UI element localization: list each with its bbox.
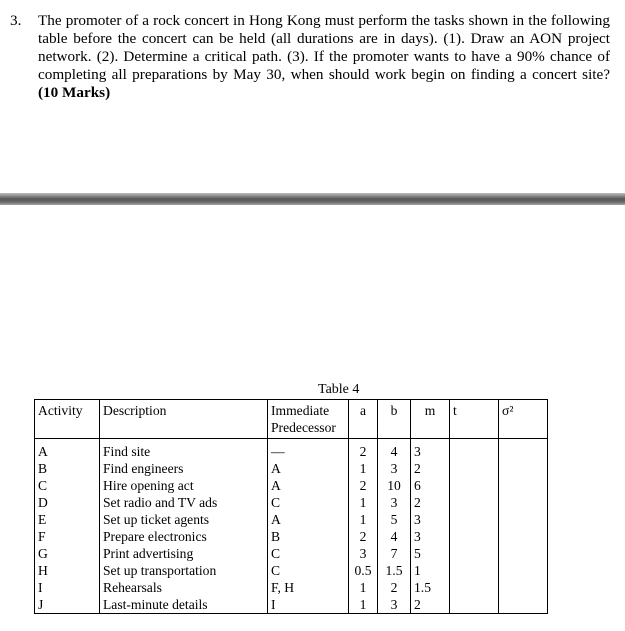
cell-m: 5 <box>411 545 450 562</box>
cell-m: 2 <box>411 494 450 511</box>
cell-predecessor: — <box>268 439 349 461</box>
cell-description: Rehearsals <box>100 579 268 596</box>
table-row <box>35 460 548 477</box>
cell-a: 1 <box>349 460 378 477</box>
cell-description: Find site <box>100 439 268 461</box>
cell-variance <box>499 545 548 562</box>
cell-t <box>450 579 499 596</box>
cell-b: 3 <box>378 596 411 614</box>
cell-predecessor: B <box>268 528 349 545</box>
cell-activity: G <box>35 545 100 562</box>
cell-predecessor: C <box>268 562 349 579</box>
question-marks: (10 Marks) <box>38 84 111 101</box>
question-block <box>10 12 610 102</box>
table-row <box>35 579 548 596</box>
cell-a: 1 <box>349 596 378 614</box>
header-predecessor: Immediate Predecessor <box>268 400 349 439</box>
cell-predecessor: A <box>268 460 349 477</box>
cell-variance <box>499 511 548 528</box>
cell-t <box>450 439 499 461</box>
cell-description: Find engineers <box>100 460 268 477</box>
cell-a: 2 <box>349 528 378 545</box>
table-header-row <box>35 400 548 439</box>
cell-b: 4 <box>378 528 411 545</box>
cell-variance <box>499 562 548 579</box>
cell-activity: B <box>35 460 100 477</box>
cell-a: 0.5 <box>349 562 378 579</box>
cell-activity: D <box>35 494 100 511</box>
question-number: 3. <box>10 12 22 29</box>
cell-a: 2 <box>349 439 378 461</box>
cell-t <box>450 460 499 477</box>
table-body <box>35 439 548 614</box>
cell-t <box>450 596 499 614</box>
page-divider <box>0 193 625 205</box>
header-a: a <box>349 400 378 439</box>
table-row <box>35 528 548 545</box>
cell-t <box>450 511 499 528</box>
activity-table <box>34 399 548 614</box>
cell-variance <box>499 579 548 596</box>
cell-predecessor: A <box>268 511 349 528</box>
cell-description: Set radio and TV ads <box>100 494 268 511</box>
table-row <box>35 494 548 511</box>
question-text <box>38 12 610 102</box>
header-m: m <box>411 400 450 439</box>
cell-variance <box>499 494 548 511</box>
header-variance: σ² <box>499 400 548 439</box>
cell-description: Prepare electronics <box>100 528 268 545</box>
cell-m: 6 <box>411 477 450 494</box>
cell-b: 4 <box>378 439 411 461</box>
cell-a: 3 <box>349 545 378 562</box>
cell-predecessor: F, H <box>268 579 349 596</box>
cell-a: 1 <box>349 494 378 511</box>
table-row <box>35 562 548 579</box>
cell-t <box>450 545 499 562</box>
cell-activity: A <box>35 439 100 461</box>
cell-description: Set up transportation <box>100 562 268 579</box>
cell-m: 2 <box>411 596 450 614</box>
cell-description: Hire opening act <box>100 477 268 494</box>
cell-variance <box>499 477 548 494</box>
table-caption: Table 4 <box>318 382 360 397</box>
cell-predecessor: C <box>268 545 349 562</box>
cell-variance <box>499 596 548 614</box>
cell-b: 1.5 <box>378 562 411 579</box>
cell-predecessor: C <box>268 494 349 511</box>
cell-m: 1 <box>411 562 450 579</box>
cell-t <box>450 494 499 511</box>
cell-activity: C <box>35 477 100 494</box>
cell-description: Set up ticket agents <box>100 511 268 528</box>
header-t: t <box>450 400 499 439</box>
cell-variance <box>499 460 548 477</box>
table-row <box>35 511 548 528</box>
cell-predecessor: A <box>268 477 349 494</box>
cell-t <box>450 562 499 579</box>
cell-t <box>450 528 499 545</box>
cell-b: 3 <box>378 460 411 477</box>
cell-variance <box>499 528 548 545</box>
cell-description: Last-minute details <box>100 596 268 614</box>
cell-description: Print advertising <box>100 545 268 562</box>
header-activity: Activity <box>35 400 100 439</box>
cell-activity: J <box>35 596 100 614</box>
cell-m: 1.5 <box>411 579 450 596</box>
cell-b: 5 <box>378 511 411 528</box>
cell-m: 3 <box>411 439 450 461</box>
cell-b: 3 <box>378 494 411 511</box>
cell-activity: H <box>35 562 100 579</box>
cell-b: 10 <box>378 477 411 494</box>
cell-t <box>450 477 499 494</box>
cell-variance <box>499 439 548 461</box>
cell-m: 3 <box>411 511 450 528</box>
cell-a: 2 <box>349 477 378 494</box>
table-row <box>35 477 548 494</box>
cell-activity: F <box>35 528 100 545</box>
cell-b: 2 <box>378 579 411 596</box>
cell-activity: E <box>35 511 100 528</box>
table-row <box>35 439 548 461</box>
cell-m: 2 <box>411 460 450 477</box>
table-row <box>35 545 548 562</box>
cell-a: 1 <box>349 511 378 528</box>
cell-b: 7 <box>378 545 411 562</box>
header-b: b <box>378 400 411 439</box>
header-description: Description <box>100 400 268 439</box>
cell-activity: I <box>35 579 100 596</box>
cell-predecessor: I <box>268 596 349 614</box>
question-body: The promoter of a rock concert in Hong Kong must perform the tasks shown in the following table before the concert can be held (all durations are in days). (1). Draw an AON project network. (2). Determine a critical path. (3). If the promoter wants to have a 90% chance of completing all preparations by May 30, when should work begin on finding a concert site? <box>38 12 610 83</box>
cell-a: 1 <box>349 579 378 596</box>
cell-m: 3 <box>411 528 450 545</box>
table-row <box>35 596 548 614</box>
